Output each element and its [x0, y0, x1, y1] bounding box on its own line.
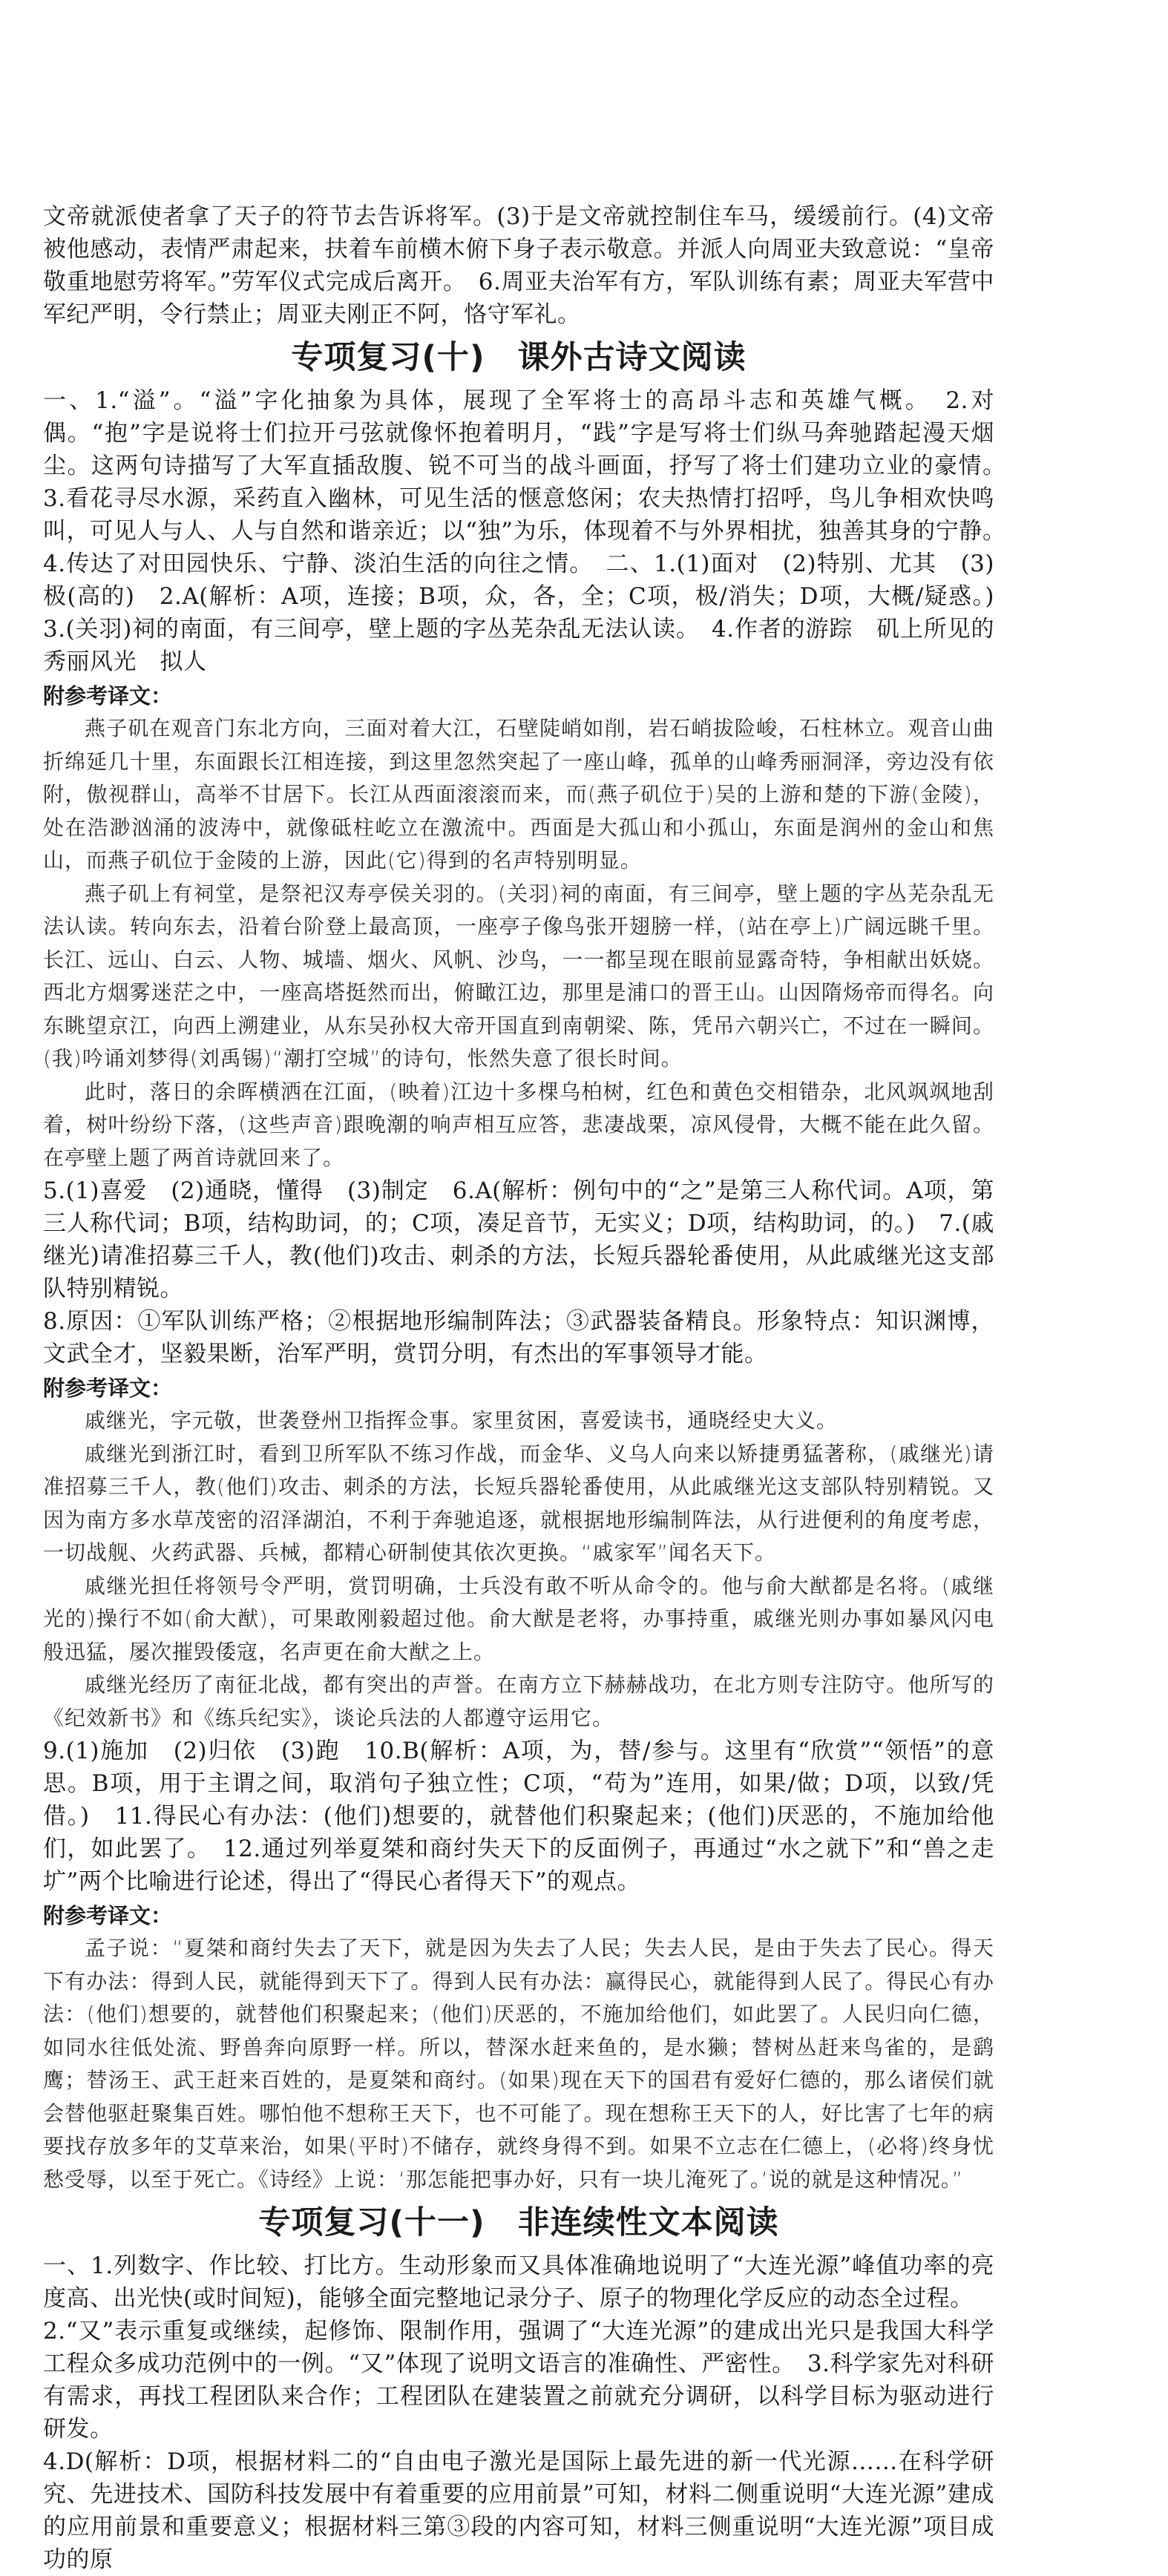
answer-paragraph: 8.原因：①军队训练严格；②根据地形编制阵法；③武器装备精良。形象特点：知识渊博，文武全才，坚毅果断，治军严明，赏罚分明，有杰出的军事领导才能。	[43, 1308, 994, 1367]
answer-paragraph: 4.D(解析：D项，根据材料二的“自由电子激光是国际上最先进的新一代光源……在科学研究、先进技术、国防科技发展中有着重要的应用前景”可知，材料二侧重说明“大连光源”建成的应用前景和重要意义；根据材料三第③段的内容可知，材料三侧重说明“大连光源”项目成功的原	[43, 2448, 994, 2573]
answer-paragraph: 文帝就派使者拿了天子的符节去告诉将军。(3)于是文帝就控制住车马，缓缓前行。(4)文帝被他感动，表情严肃起来，扶着车前横木俯下身子表示敬意。并派人向周亚夫致意说：“皇帝敬重地慰劳将军。”劳军仪式完成后离开。 6.周亚夫治军有方，军队训练有素；周亚夫军营中军纪严明，令行禁止；周亚夫刚正不阿，恪守军礼。	[43, 203, 994, 328]
translation-paragraph: 戚继光，字元敬，世袭登州卫指挥佥事。家里贫困，喜爱读书，通晓经史大义。	[85, 1408, 839, 1433]
answer-paragraph: 一、1.“溢”。“溢”字化抽象为具体，展现了全军将士的高昂斗志和英雄气概。 2.对偶。“抱”字是说将士们拉开弓弦就像怀抱着明月，“践”字是写将士们纵马奔驰踏起漫天烟尘。这两句诗描写了大军直插敌腹、锐不可当的战斗画面，抒写了将士们建功立业的豪情。 3.看花寻尽水源，采药直入幽林，可见生活的惬意悠闲；农夫热情打招呼，鸟儿争相欢快鸣叫，可见人与人、人与自然和谐亲近；以“独”为乐，体现着不与外界相扰，独善其身的宁静。 4.传达了对田园快乐、宁静、淡泊生活的向往之情。 二、1.(1)面对 (2)特别、尤其 (3)极(高的) 2.A(解析：A项，连接；B项，众，各，全；C项，极/消失；D项，大概/疑惑。) 3.(关羽)祠的南面，有三间亭，壁上题的字丛芜杂乱无法认读。 4.作者的游踪 矶上所见的秀丽风光 拟人	[43, 387, 1018, 675]
translation-paragraph: 戚继光经历了南征北战，都有突出的声誉。在南方立下赫赫战功，在北方则专注防守。他所写的《纪效新书》和《练兵纪实》，谈论兵法的人都遵守运用它。	[43, 1672, 994, 1730]
translation-label: 附参考译文：	[43, 1376, 173, 1401]
answer-paragraph: 2.“又”表示重复或继续，起修饰、限制作用，强调了“大连光源”的建成出光只是我国大科学工程众多成功范例中的一例。“又”体现了说明文语言的准确性、严密性。 3.科学家先对科研有需求，再找工程团队来合作；工程团队在建装置之前就充分调研，以科学目标为驱动进行研发。	[43, 2318, 994, 2442]
translation-paragraph: 燕子矶上有祠堂，是祭祀汉寿亭侯关羽的。(关羽)祠的南面，有三间亭，壁上题的字丛芜杂乱无法认读。转向东去，沿着台阶登上最高顶，一座亭子像鸟张开翅膀一样，(站在亭上)广阔远眺千里。长江、远山、白云、人物、城墙、烟火、风帆、沙鸟，一一都呈现在眼前显露奇特，争相献出妖娆。西北方烟雾迷茫之中，一座高塔挺然而出，俯瞰江边，那里是浦口的晋王山。山因隋炀帝而得名。向东眺望京江，向西上溯建业，从东吴孙权大帝开国直到南朝梁、陈，凭吊六朝兴亡，不过在一瞬间。(我)吟诵刘梦得(刘禹锡)“潮打空城”的诗句，怅然失意了很长时间。	[43, 881, 994, 1071]
translation-label: 附参考译文：	[43, 1903, 173, 1928]
translation-paragraph: 孟子说：“夏桀和商纣失去了天下，就是因为失去了人民；失去人民，是由于失去了民心。得天下有办法：得到人民，就能得到天下了。得到人民有办法：赢得民心，就能得到人民了。得民心有办法：(他们)想要的，就替他们积聚起来；(他们)厌恶的，不施加给他们，如此罢了。人民归向仁德，如同水往低处流、野兽奔向原野一样。所以，替深水赶来鱼的，是水獭；替树丛赶来鸟雀的，是鹞鹰；替汤王、武王赶来百姓的，是夏桀和商纣。(如果)现在天下的国君有爱好仁德的，那么诸侯们就会替他驱赶聚集百姓。哪怕他不想称王天下，也不可能了。现在想称王天下的人，好比害了七年的病要找存放多年的艾草来治，如果(平时)不储存，就终身得不到。如果不立志在仁德上，(必将)终身忧愁受辱，以至于死亡。《诗经》上说：‘那怎能把事办好，只有一块儿淹死了。’说的就是这种情况。”	[43, 1936, 994, 2192]
translation-paragraph: 戚继光担任将领号令严明，赏罚明确，士兵没有敢不听从命令的。他与俞大猷都是名将。(戚继光的)操行不如(俞大猷)，可果敢刚毅超过他。俞大猷是老将，办事持重，戚继光则办事如暴风闪电般迅猛，屡次摧毁倭寇，名声更在俞大猷之上。	[43, 1573, 994, 1664]
translation-paragraph: 燕子矶在观音门东北方向，三面对着大江，石壁陡峭如削，岩石峭拔险峻，石柱林立。观音山曲折绵延几十里，东面跟长江相连接，到这里忽然突起了一座山峰，孤单的山峰秀丽洞泽，旁边没有依附，傲视群山，高举不甘居下。长江从西面滚滚而来，而(燕子矶位于)吴的上游和楚的下游(金陵)，处在浩渺汹涌的波涛中，就像砥柱屹立在激流中。西面是大孤山和小孤山，东面是润州的金山和焦山，而燕子矶位于金陵的上游，因此(它)得到的名声特别明显。	[43, 716, 994, 873]
answer-column	[43, 200, 1018, 2576]
answer-paragraph: 一、1.列数字、作比较、打比方。生动形象而又具体准确地说明了“大连光源”峰值功率的亮度高、出光快(或时间短)，能够全面完整地记录分子、原子的物理化学反应的动态全过程。	[43, 2253, 994, 2312]
translation-label: 附参考译文：	[43, 683, 173, 709]
section-heading: 专项复习(十) 课外古诗文阅读	[291, 339, 747, 376]
section-heading: 专项复习(十一) 非连续性文本阅读	[258, 2204, 779, 2241]
translation-paragraph: 此时，落日的余晖横洒在江面，(映着)江边十多棵乌柏树，红色和黄色交相错杂，北风飒飒地刮着，树叶纷纷下落，(这些声音)跟晚潮的响声相互应答，悲凄战栗，凉风侵骨，大概不能在此久留。在亭壁上题了两首诗就回来了。	[43, 1079, 994, 1170]
answer-paragraph: 5.(1)喜爱 (2)通晓，懂得 (3)制定 6.A(解析：例句中的“之”是第三人称代词。A项，第三人称代词；B项，结构助词，的；C项，凑足音节，无实义；D项，结构助词，的。) 7.(戚继光)请准招募三千人，教(他们)攻击、刺杀的方法，长短兵器轮番使用，从此戚继光这支部队特别精锐。	[43, 1177, 994, 1302]
translation-paragraph: 戚继光到浙江时，看到卫所军队不练习作战，而金华、义乌人向来以矫捷勇猛著称，(戚继光)请准招募三千人，教(他们)攻击、刺杀的方法，长短兵器轮番使用，从此戚继光这支部队特别精锐。又因为南方多水草茂密的沼泽湖泊，不利于奔驰追逐，就根据地形编制阵法，从行进便利的角度考虑，一切战舰、火药武器、兵械，都精心研制使其依次更换。“戚家军”闻名天下。	[43, 1441, 994, 1565]
answer-paragraph: 9.(1)施加 (2)归依 (3)跑 10.B(解析：A项，为，替/参与。这里有“欣赏”“领悟”的意思。B项，用于主谓之间，取消句子独立性；C项，“苟为”连用，如果/做；D项，以致/凭借。) 11.得民心有办法：(他们)想要的，就替他们积聚起来；(他们)厌恶的，不施加给他们，如此罢了。 12.通过列举夏桀和商纣失天下的反面例子，再通过“水之就下”和“兽之走圹”两个比喻进行论述，得出了“得民心者得天下”的观点。	[43, 1738, 994, 1895]
